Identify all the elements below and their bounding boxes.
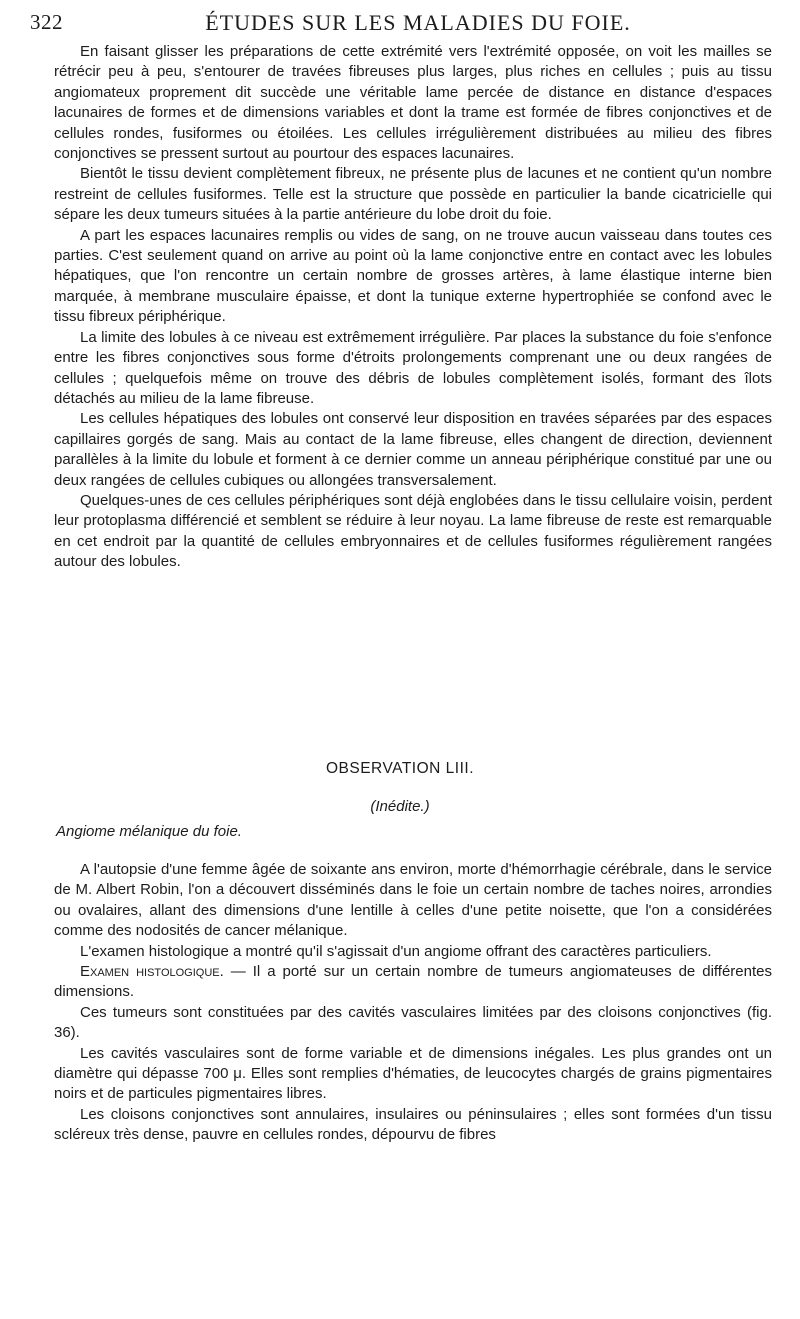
paragraph: Les cellules hépatiques des lobules ont conservé leur disposition en travées séparées par des espaces capillaires gorgés de sang. Mais au contact de la lame fibreuse, elles changent de direction, deviennent parallèles à la limite du lobule et forment à ce dernier comme un anneau périphérique constitué par une ou deux rangées de cellules cubiques ou allongées transversalement. xyxy=(54,410,772,489)
exam-paragraph xyxy=(54,962,772,1003)
exam-text: — Il a porté sur un certain nombre de tumeurs angiomateuses de différentes dimensions. xyxy=(54,963,773,1001)
paragraph: Bientôt le tissu devient complètement fibreux, ne présente plus de lacunes et ne contient qu'un nombre restreint de cellules fusiformes. Telle est la structure que possède en particulier la bande cicatricielle qui sépare les deux tumeurs situées à la partie antérieure du lobe droit du foie. xyxy=(54,165,772,224)
paragraph: La limite des lobules à ce niveau est extrêmement irrégulière. Par places la substance du foie s'enfonce entre les fibres conjonctives sous forme d'étroits prolongements comprenant une ou deux rangées de cellules ; quelquefois même on trouve des débris de lobules complètement isolés, formant des îlots détachés au milieu de la lame fibreuse. xyxy=(54,328,772,407)
body-text-top xyxy=(54,42,772,573)
observation-subject: Angiome mélanique du foie. xyxy=(56,823,242,840)
paragraph: Les cavités vasculaires sont de forme variable et de dimensions inégales. Les plus grandes ont un diamètre qui dépasse 700 μ. Elles sont remplies d'hématies, de leucocytes chargés de grains pigmentaires noirs et de particules pigmentaires libres. xyxy=(54,1044,772,1103)
paragraph: Ces tumeurs sont constituées par des cavités vasculaires limitées par des cloisons conjonctives (fig. 36). xyxy=(54,1003,772,1042)
body-text-bottom xyxy=(54,860,772,1146)
observation-title: OBSERVATION LIII. xyxy=(325,760,475,777)
observation-note: (Inédite.) xyxy=(370,798,430,815)
page-header xyxy=(30,10,770,44)
exam-label: Examen histologique. xyxy=(80,963,224,981)
paragraph: En faisant glisser les préparations de cette extrémité vers l'extrémité opposée, on voit les mailles se rétrécir peu à peu, s'entourer de travées fibreuses plus larges, plus riches en cellules ; puis au tissu angiomateux proprement dit succède une véritable lame percée de distance en distance d'espaces lacunaires de formes et de dimensions variables et dont la trame est formée de fibres conjonctives et de cellules rondes, fusiformes ou étoilées. Les cellules irrégulièrement distribuées au milieu des fibres conjonctives se pressent surtout au pourtour des espaces lacunaires. xyxy=(54,43,772,163)
page-number: 322 xyxy=(30,10,63,34)
paragraph: A part les espaces lacunaires remplis ou vides de sang, on ne trouve aucun vaisseau dans toutes ces parties. C'est seulement quand on arrive au point où la lame conjonctive entre en contact avec les lobules hépatiques, que l'on rencontre un certain nombre de grosses artères, à lame élastique interne bien marquée, à membrane musculaire épaisse, et dont la tunique externe hypertrophiée se confond avec le tissu fibreux périphérique. xyxy=(54,226,772,326)
paragraph: Quelques-unes de ces cellules périphériques sont déjà englobées dans le tissu cellulaire voisin, perdent leur protoplasma différencié et semblent se réduire à leur noyau. La lame fibreuse de reste est remarquable en cet endroit par la quantité de cellules embryonnaires et de cellules fusiformes régulièrement rangées autour des lobules. xyxy=(54,491,772,571)
paragraph: L'examen histologique a montré qu'il s'agissait d'un angiome offrant des caractères particuliers. xyxy=(80,942,712,960)
running-title: ÉTUDES SUR LES MALADIES DU FOIE. xyxy=(205,10,631,35)
paragraph: Les cloisons conjonctives sont annulaires, insulaires ou péninsulaires ; elles sont formées d'un tissu scléreux très dense, pauvre en cellules rondes, dépourvu de fibres xyxy=(54,1105,772,1144)
paragraph: A l'autopsie d'une femme âgée de soixante ans environ, morte d'hémorrhagie cérébrale, dans le service de M. Albert Robin, l'on a découvert disséminés dans le foie un certain nombre de taches noires, arrondies ou ovalaires, allant des dimensions d'une lentille à celles d'une petite noisette, que l'on a considérées comme des nodosités de cancer mélanique. xyxy=(54,861,772,940)
